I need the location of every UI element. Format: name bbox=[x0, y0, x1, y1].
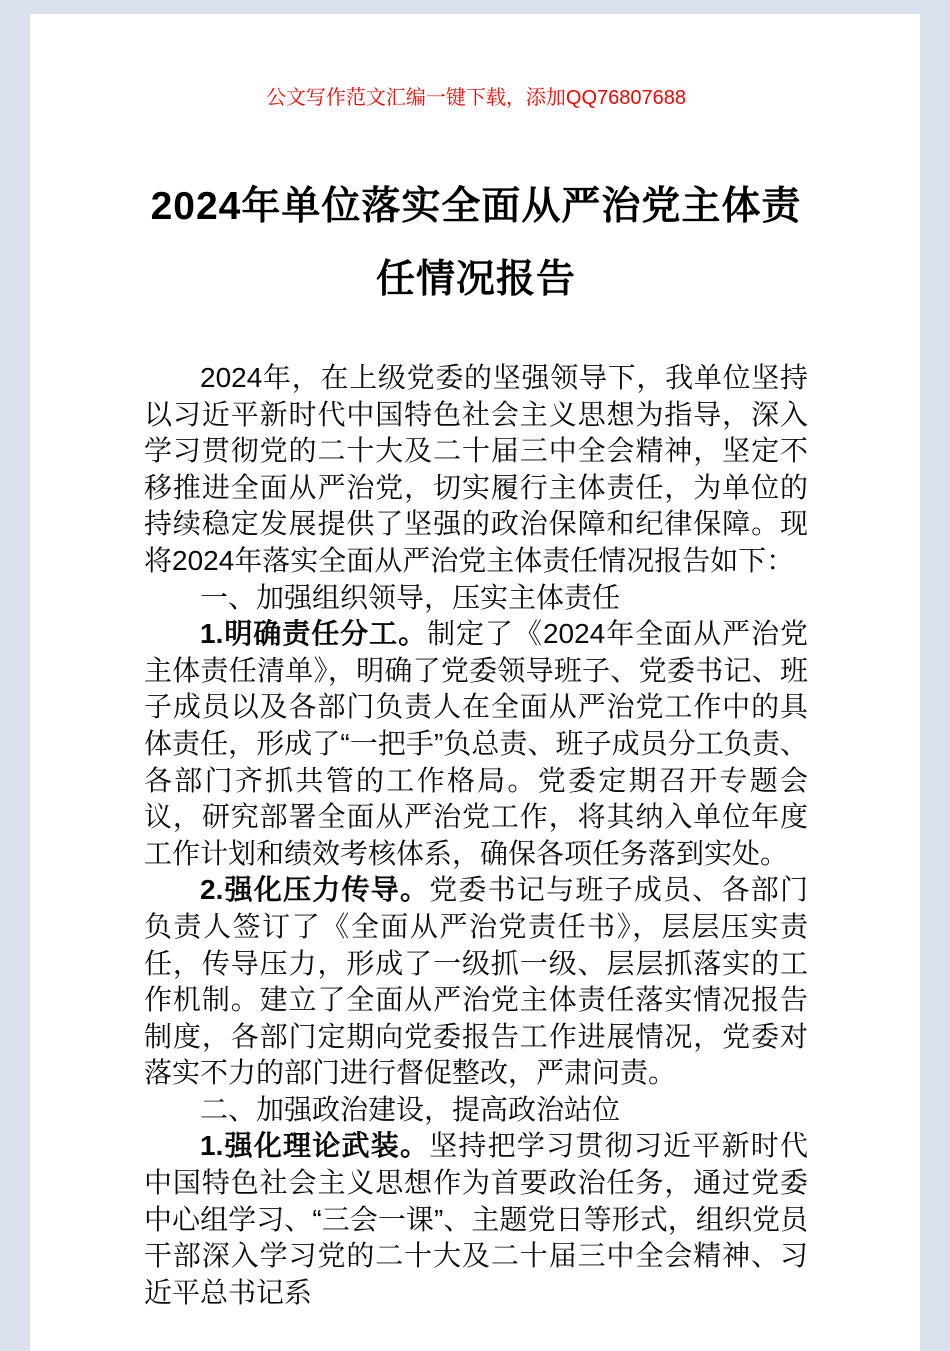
paragraph-text: 制定了《2024年全面从严治党主体责任清单》，明确了党委领导班子、党委书记、班子成员以及各部门负责人在全面从严治党工作中的具体责任，形成了“一把手”负总责、班子成员分工负责、各部门齐抓共管的工作格局。党委定期召开专题会议，研究部署全面从严治党工作，将其纳入单位年度工作计划和绩效考核体系，确保各项任务落到实处。 bbox=[144, 618, 808, 869]
paragraph-lead: 1.明确责任分工。 bbox=[200, 618, 428, 650]
paragraph-item-2-1 bbox=[144, 1128, 808, 1311]
document-page bbox=[30, 14, 920, 1351]
paragraph-item-1-2 bbox=[144, 872, 808, 1092]
paragraph-intro bbox=[144, 360, 808, 580]
promo-banner: 公文写作范文汇编一键下载，添加QQ76807688 bbox=[265, 87, 687, 109]
paragraph-lead: 1.强化理论武装。 bbox=[200, 1130, 430, 1162]
section-heading-text: 一、加强组织领导，压实主体责任 bbox=[200, 581, 621, 613]
document-title: 2024年单位落实全面从严治党主体责任情况报告 bbox=[150, 185, 802, 301]
paragraph-text: 坚持把学习贯彻习近平新时代中国特色社会主义思想作为首要政治任务，通过党委中心组学习、“三会一课”、主题党日等形式，组织党员干部深入学习党的二十大及二十届三中全会精神、习近平总书记系 bbox=[144, 1130, 808, 1308]
section-heading-text: 二、加强政治建设，提高政治站位 bbox=[200, 1093, 621, 1125]
paragraph-lead: 2.强化压力传导。 bbox=[200, 874, 430, 906]
section-heading-1 bbox=[144, 580, 808, 617]
paragraph-text: 2024年，在上级党委的坚强领导下，我单位坚持以习近平新时代中国特色社会主义思想为指导，深入学习贯彻党的二十大及二十届三中全会精神，坚定不移推进全面从严治党，切实履行主体责任，为单位的持续稳定发展提供了坚强的政治保障和纪律保障。现将2024年落实全面从严治党主体责任情况报告如下： bbox=[144, 362, 808, 576]
paragraph-item-1-1 bbox=[144, 616, 808, 872]
paragraph-text: 党委书记与班子成员、各部门负责人签订了《全面从严治党责任书》，层层压实责任，传导压力，形成了一级抓一级、层层抓落实的工作机制。建立了全面从严治党主体责任落实情况报告制度，各部门定期向党委报告工作进展情况，党委对落实不力的部门进行督促整改，严肃问责。 bbox=[144, 874, 808, 1089]
section-heading-2 bbox=[144, 1092, 808, 1129]
document-body bbox=[144, 360, 808, 1311]
